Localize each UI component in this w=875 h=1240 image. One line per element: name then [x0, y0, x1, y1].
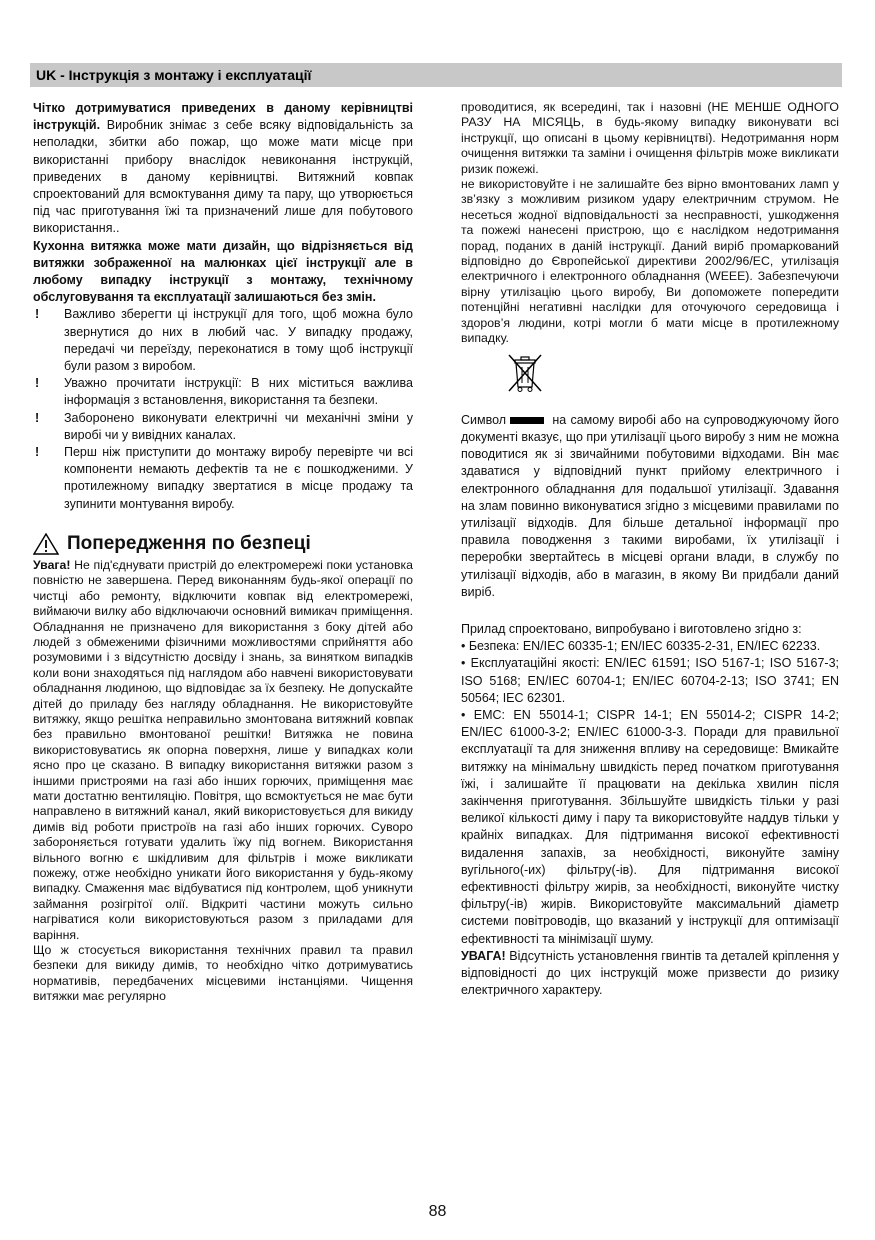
caution-text: Не під'єднувати пристрій до електромережі поки установка повністю не завершена. Перед виконанням будь-якої операції по чистці або ремонту, відключити ковпак від електромережі, виймаючи вилку або відключаючи основний вимикач приміщення. Обладнання не призначено для використання з боку дітей або людей з обмеженими фізичними можливостями сприйняття або розумовими і з відсутністю досвіду і знань, за винятком випадків коли вони знаходяться під наглядом або навчені використовувати обладнання людиною, що відповідає за їх безпеку. Не допускайте дітей до приладу без нагляду обладнання. Не використовуйте витяжку, якщо решітка неправильно змонтована витяжний ковпак без правильно вмонтованої решітки! Витяжка не повина використовуватись як опорна поверхня, лише у випадках коли ясно про це сказано. В випадку використання витяжки разом з іншими пристроями на газі або інших горючих, приміщення має мати достатню вентиляцію. Повітря, що всмоктується не має бути направлено в витяжний канал, який використовується для викиду димів від роботи пристроїв на газі або інших горючих. Суворо забороняється готувати удалить їжу під вогнем. Використання вільного вогню є шкідливим для фільтрів і може викликати пожежу, отже необхідно уникати його використання у будь-якому випадку. Смаження має відбуватися під контролем, щоб уникнути займання розігрітої олії. Відкриті частини можуть сильно нагріватися коли використовуються разом з приладами для варіння.	[33, 557, 413, 942]
crossed-bin-icon	[503, 351, 547, 395]
standard-performance: • Експлуатаційні якості: EN/IEC 61591; ISO 5167-1; ISO 5167-3; ISO 5168; EN/IEC 60704-1; EN/IEC 60704-2-13; ISO 3741; EN 50564; IEC 62301.	[461, 656, 839, 705]
black-bar-symbol	[510, 417, 544, 424]
screws-caution-text: Відсутність установлення гвинтів та деталей кріплення у відповідності до цих інструкцій може призвести до ризику електричного характеру.	[461, 948, 839, 998]
screws-caution-label: УВАГА!	[461, 948, 506, 963]
exclamation-icon: !	[35, 410, 40, 425]
warning-triangle-icon	[33, 533, 59, 555]
symbol-paragraph	[461, 412, 839, 601]
designed-paragraph: Прилад спроектовано, випробувано і виготовлено згідно з:	[461, 621, 802, 636]
safety-heading	[33, 533, 413, 555]
intro-text: Виробник знімає з себе всяку відповідальність за неполадки, збитки або пожар, що може мати місце при використанні прибору внаслідок невиконання інструкцій, приведених в даному керівництві. Витяжний ковпак спроектований для всмоктування диму та пару, що утворюється під час приготування їжі та призначений лише для побутового використання..	[33, 118, 413, 236]
list-item	[33, 375, 413, 409]
caution-label: Увага!	[33, 557, 71, 572]
safety-title: Попередження по безпеці	[67, 533, 311, 555]
screws-caution-paragraph	[461, 948, 839, 1000]
list-item-text: Перш ніж приступити до монтажу виробу перевірте чи всі компоненти немають дефектів та не є пошкодженими. У протилежному випадку звертатися в місце продажу та зупинити монтування виробу.	[64, 445, 413, 511]
list-item	[33, 410, 413, 444]
design-note: Кухонна витяжка може мати дизайн, що відрізняється від витяжки зображенної на малюнках цієї інструкції але в любому випадку інструкції з монтажу, технічному обслуговування та експлуатації залишаються без змін.	[33, 238, 413, 305]
list-item	[33, 306, 413, 375]
spacer	[461, 601, 839, 618]
standard-safety: • Безпека: EN/IEC 60335-1; EN/IEC 60335-2-31, EN/IEC 62233.	[461, 639, 821, 654]
exclamation-icon: !	[35, 307, 40, 322]
list-item-text: Уважно прочитати інструкції: В них міститься важлива інформація з встановлення, використання та безпеки.	[64, 376, 413, 408]
list-item-text: Заборонено виконувати електричні чи механічні зміни у виробі чи у вивідних каналах.	[64, 410, 413, 442]
list-item-text: Важливо зберегти ці інструкції для того, щоб можна було звернутися до них в любий час. У випадку продажу, передачі чи переїзду, переконатися в тому щоб інструкції були разом з виробом.	[64, 307, 413, 374]
tech-rules-paragraph: Що ж стосується використання технічних правил та правил безпеки для викиду димів, то необхідно чітко дотримуватись нормативів, передбачених місцевими інстанціями. Чищення витяжки має регулярно	[33, 943, 413, 1004]
page-header-title: UK - Інструкція з монтажу і експлуатації	[36, 67, 312, 83]
caution-paragraph	[33, 558, 413, 943]
intro-bold: Чітко дотримуватися приведених в даному керівництві інструкцій.	[33, 101, 413, 133]
symbol-after: на самому виробі або на супроводжуючому його документі вказує, що при утилізації цього виробу з ним не можна поводитися як зі звичайними побутовими відходами. Він має здаватися у відповідний пункт прийому електричного і електронного обладнання для подальшої утилізації. Здавання на злам повинно виконуватися згідно з місцевими правилами по утилізації відходів. Для більше детальної інформації про правила поводження з такими виробами, їх утилізації і переробки звертайтесь в місцеві органи влади, в службу по утилізації відходів, або в магазин, в якому Ви придбали даний виріб.	[461, 412, 839, 599]
intro-paragraph	[33, 100, 413, 238]
right-column	[461, 100, 839, 999]
symbol-before: Символ	[461, 412, 507, 427]
left-column	[33, 100, 413, 1005]
exclamation-icon: !	[35, 376, 40, 391]
cleaning-paragraph: проводитися, як всередині, так і назовні (НЕ МЕНШЕ ОДНОГО РАЗУ НА МІСЯЦЬ, в будь-якому випадку виконувати всі інструкції, що описані в цьому керівництві). Недотримання норм очищення витяжки та заміни і очищення фільтрів може викликати ризик пожежі.	[461, 100, 839, 176]
page-number: 88	[428, 1203, 447, 1220]
standard-emc: • EMC: EN 55014-1; CISPR 14-1; EN 55014-2; CISPR 14-2; EN/IEC 61000-3-2; EN/IEC 61000-3-3. Поради для правильної експлуатації та для зниження впливу на середовище: Вмикайте витяжку на мінімальну швидкість перед початком приготування їжі, і залишайте її працювати на декілька хвилин після закінчення приготування. Збільшуйте швидкість тільки у разі великої кількості диму і пару та використовуйте наддув тільки у крайніх випадках. Для підтримання високої ефективності видалення запахів, за необхідності, виконуйте заміну вугільного(-их) фільтру(-ів). Для підтримання високої ефективності фільтру жирів, за необхідності, виконуйте чистку фільтру(-ів) жирів. Використовуйте максимальний діаметр системи повітроводів, що вказаний у інструкції для оптимізації ефективності та мінімізації шуму.	[461, 707, 839, 946]
exclamation-icon: !	[35, 445, 40, 460]
list-item	[33, 444, 413, 513]
lamps-paragraph: не використовуйте і не залишайте без вірно вмонтованих ламп у зв’язку з можливим ризиком удару електричним струмом. Не несеться жодної відповідальності за несправності, ушкодження та пожежі нанесені пристрою, що є наслідком недотримання порад, поданих в даній інструкції. Даний виріб промаркований відповідно до Європейської директиви 2002/96/EC, утилізація електричного і електронного обладнання (WEEE). Забезпечуючи вірну утилізацію цього виробу, Ви допоможете попередити потенційні негативні наслідки для оточуючого середовища і здоров’я людини, котрі могли б мати місце в протилежному випадку.	[461, 177, 839, 346]
header-bar	[30, 63, 842, 87]
